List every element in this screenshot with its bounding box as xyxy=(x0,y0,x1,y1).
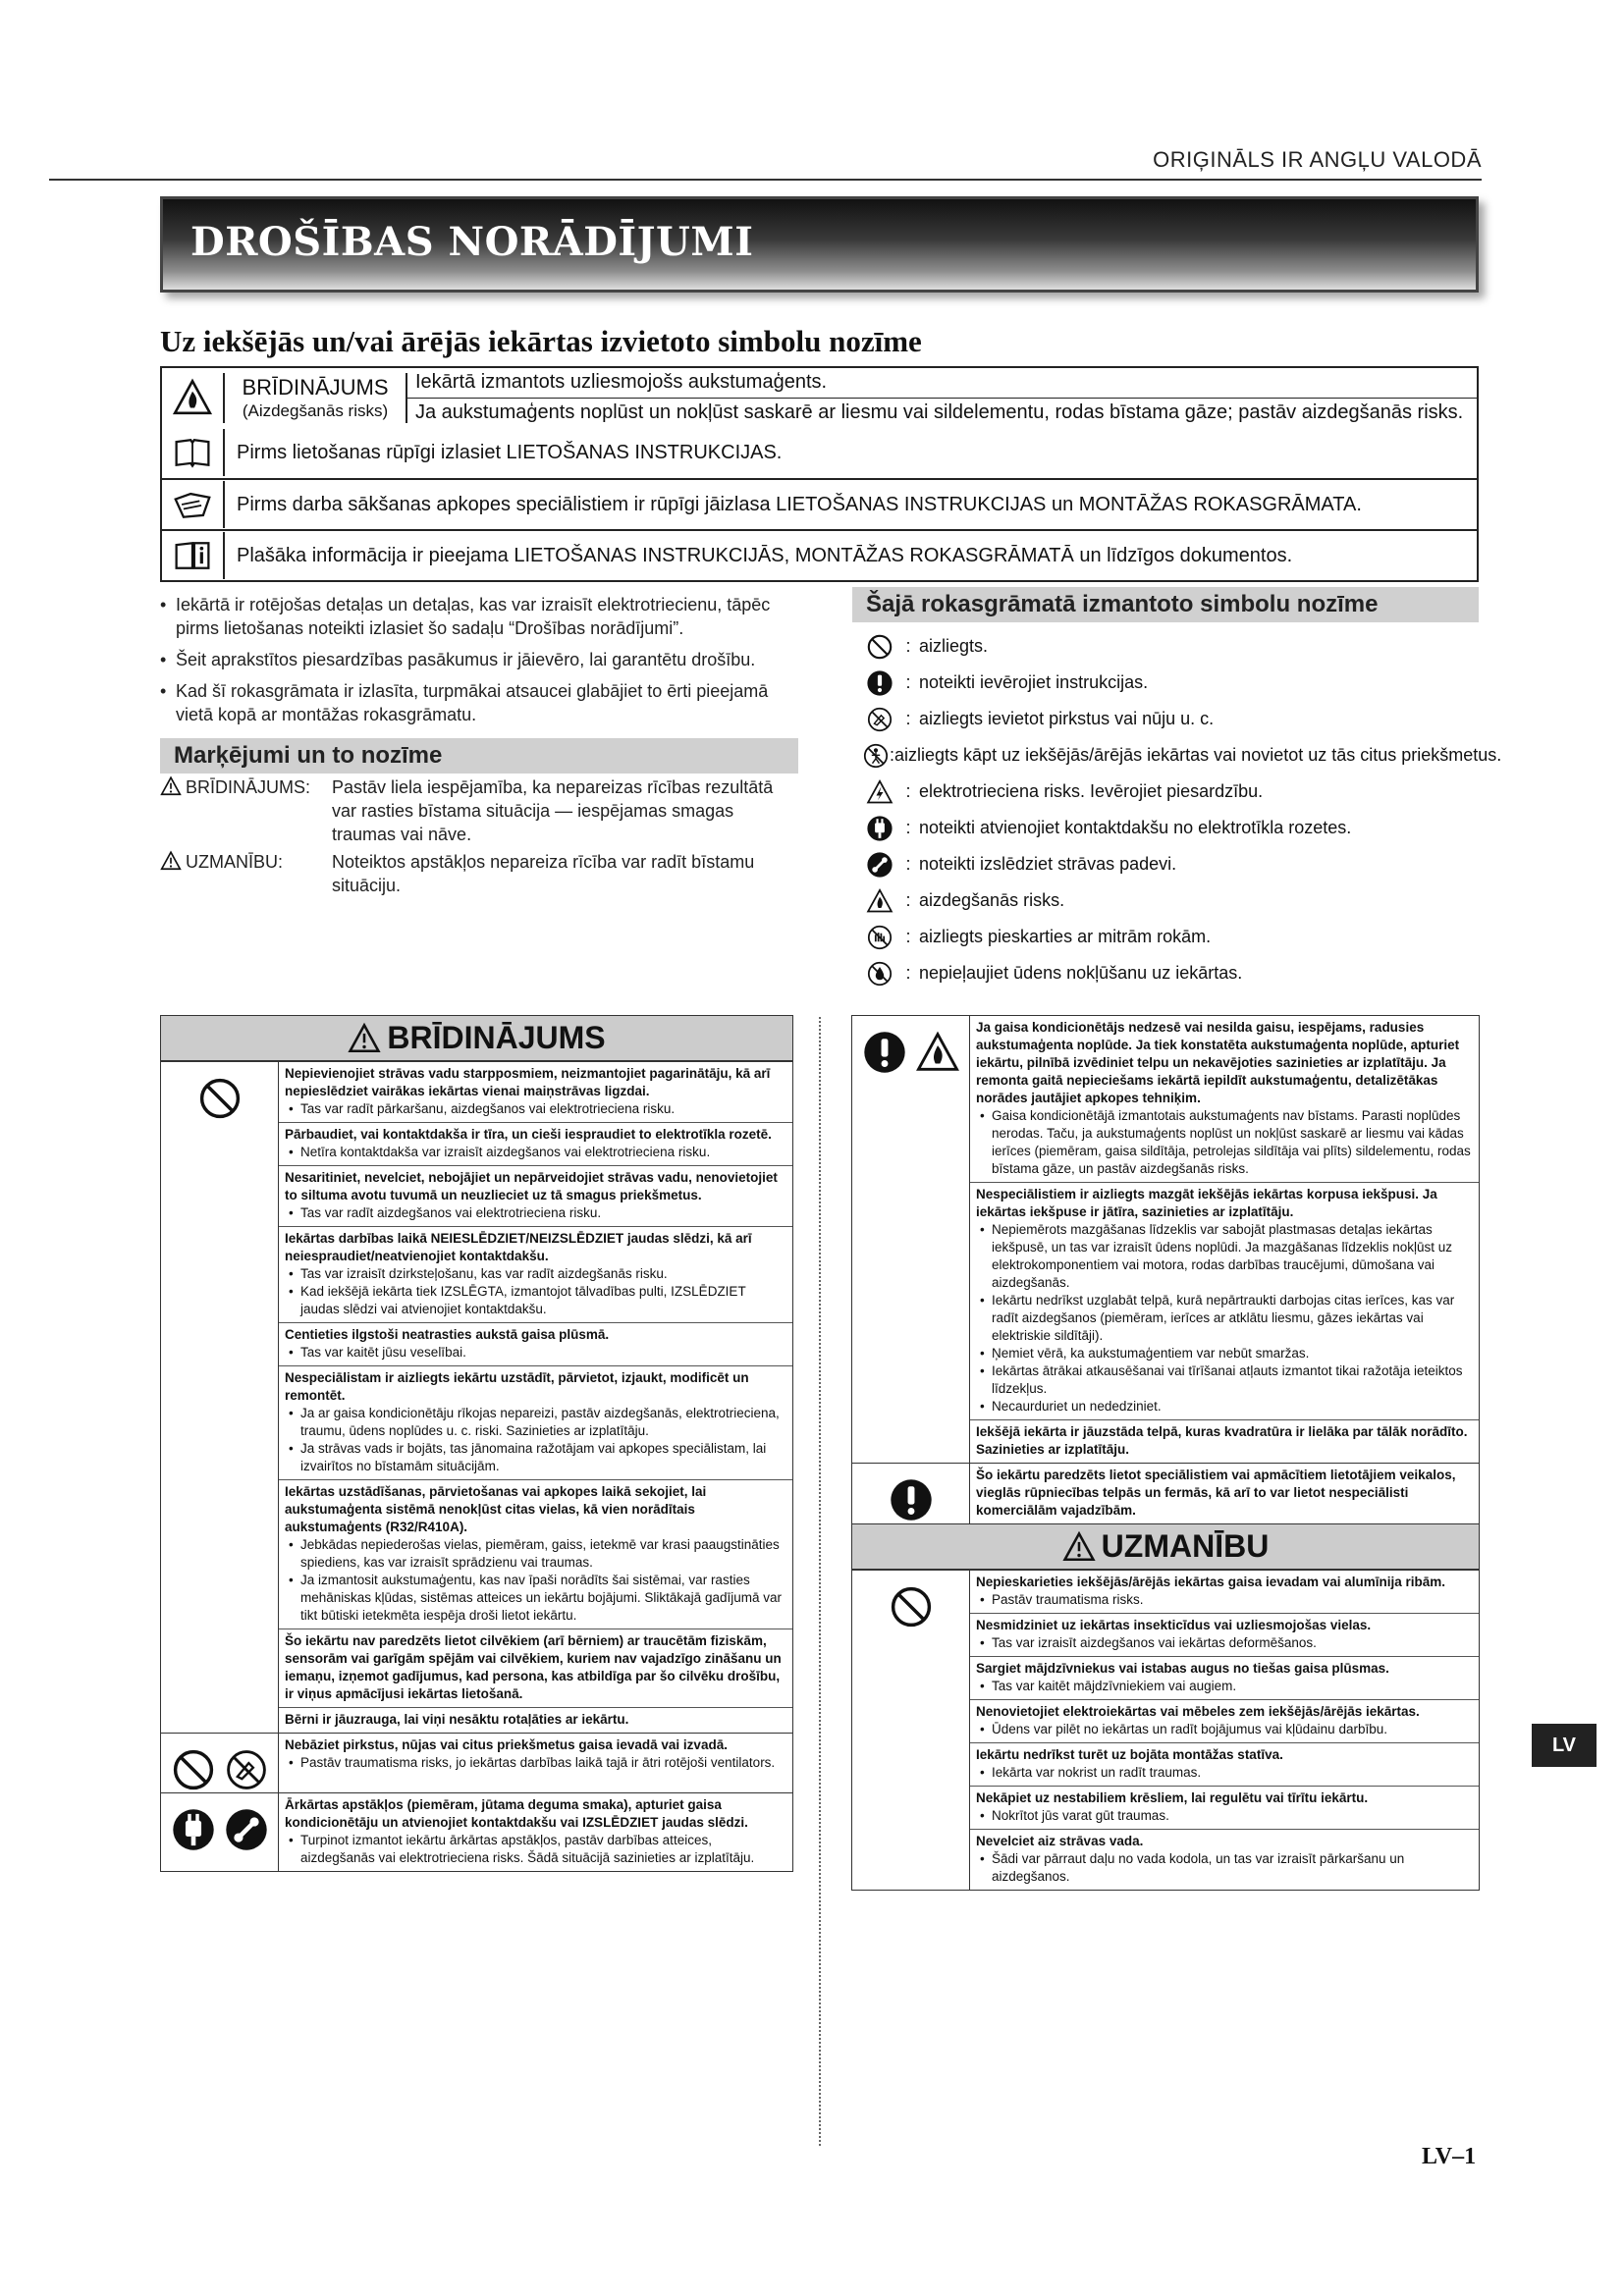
exclamation-icon xyxy=(866,669,893,697)
intro-item: • Iekārtā ir rotējošas detaļas un detaļas, kas var izraisīt elektrotriecienu, tāpēc pirms lietošanas noteikti izlasiet šo sadaļu “Drošības norādījumi”. xyxy=(160,593,798,640)
language-tab: LV xyxy=(1532,1724,1597,1767)
warning-item xyxy=(970,1016,1479,1182)
warning-item-title: Šo iekārtu nav paredzēts lietot cilvēkiem (arī bērniem) ar traucētām fiziskām, sensorām vai garīgām spējām vai cilvēkiem, kuriem nav vajadzīgo zināšanu un iemaņu, izņemot gadījumus, kad persona, kas atbildīga par šo cilvēku drošību, ir viņus apmācījusi iekārtas lietošanā. xyxy=(285,1633,782,1701)
warning-item-note: • Ja strāvas vads ir bojāts, tas jānomaina ražotājam vai apkopes speciālistam, lai izvairītos no bīstamām situācijām. xyxy=(285,1440,786,1475)
warning-item-note: • Nokrītot jūs varat gūt traumas. xyxy=(976,1807,1473,1825)
usage-colon: : xyxy=(905,781,911,801)
warning-item xyxy=(970,1419,1479,1463)
symbols-section-heading: Uz iekšējās un/vai ārējās iekārtas izvietoto simbolu nozīme xyxy=(160,324,922,358)
warning-item xyxy=(279,1322,792,1365)
warning-item xyxy=(970,1182,1479,1419)
warning-item xyxy=(279,1062,792,1122)
exclamation-icon xyxy=(862,1030,907,1075)
usage-item xyxy=(862,701,1490,737)
usage-text: elektrotrieciena risks. Ievērojiet piesardzību. xyxy=(919,781,1264,801)
usage-item xyxy=(862,774,1490,810)
warning-item xyxy=(970,1613,1479,1656)
column-divider xyxy=(819,1017,821,2146)
warning-line-1: Iekārtā izmantots uzliesmojošs aukstumaģents. xyxy=(415,371,828,393)
usage-text: noteikti izslēdziet strāvas padevi. xyxy=(919,854,1177,874)
group-items xyxy=(279,1734,792,1792)
warning-group xyxy=(161,1733,792,1792)
warning-item xyxy=(970,1656,1479,1699)
warning-item-title: Iekšējā iekārta ir jāuzstāda telpā, kuras kvadratūra ir lielāka par tālāk norādīto. Sazinieties ar izplatītāju. xyxy=(976,1424,1468,1457)
symbol-icon-cell xyxy=(162,536,223,575)
warning-item-title: Nekāpiet uz nestabiliem krēsliem, lai regulētu vai tīrītu iekārtu. xyxy=(976,1790,1369,1805)
warning-item-title: Ja gaisa kondicionētājs nedzesē vai nesilda gaisu, iespējams, radusies aukstumaģenta noplūde. Ja tiek konstatēta aukstumaģenta noplūde, apturiet iekārtu, pilnībā izvēdiniet telpu un nekavējoties sazinieties ar izplatītāju. Ja remonta gaitā nepieciešams iekārtā iepildīt aukstumaģentu, detalizētākas norādes jautājiet apkopes tehniķim. xyxy=(976,1020,1460,1105)
warning-item-note: • Iekārtas ātrākai atkausēšanai vai tīrīšanai atļauts izmantot tikai ražotāja ieteiktos līdzekļus. xyxy=(976,1362,1473,1398)
warning-item-note: • Tas var izraisīt aizdegšanos vai iekārtas deformēšanos. xyxy=(976,1634,1473,1652)
usage-colon: : xyxy=(905,818,911,837)
usage-colon: : xyxy=(905,890,911,910)
warning-item-title: Nevelciet aiz strāvas vada. xyxy=(976,1834,1144,1848)
warning-item-title: Nebāziet pirkstus, nūjas vai citus priekšmetus gaisa ievadā vai izvadā. xyxy=(285,1737,728,1752)
usage-icon-cell xyxy=(862,887,897,915)
warning-group xyxy=(852,1570,1479,1890)
usage-text: nepieļaujiet ūdens nokļūšanu uz iekārtas. xyxy=(919,963,1243,983)
electric-shock-icon xyxy=(866,778,893,806)
prohibited-icon xyxy=(866,633,893,661)
book-icon xyxy=(173,433,212,472)
group-items xyxy=(279,1062,792,1733)
warning-item xyxy=(970,1829,1479,1890)
warning-item-note: • Nepiemērots mazgāšanas līdzeklis var sabojāt plastmasas detaļas iekārtas iekšpusē, un tas var izraisīt ūdens noplūdi. Ja mazgāšanas līdzeklis nokļūst uz elektrokomponentiem vai motora, rodas darbības traucējumi, dūmošana vai aizdegšanās. xyxy=(976,1221,1473,1292)
usage-item xyxy=(862,955,1490,991)
unit-symbols-table xyxy=(160,366,1479,582)
warning-item-title: Nenovietojiet elektroiekārtas vai mēbeles zem iekšējās/ārējās iekārtas. xyxy=(976,1704,1420,1719)
warning-triangle-icon xyxy=(160,850,182,872)
warning-item-note: • Tas var kaitēt mājdzīvniekiem vai augiem. xyxy=(976,1678,1473,1695)
prohibited-icon xyxy=(171,1747,216,1792)
usage-text: aizliegts ievietot pirkstus vai nūju u. c. xyxy=(919,709,1215,728)
warning-item-note: • Jebkādas nepiederošas vielas, piemēram, gaiss, ietekmē var krasi paaugstināties spiediens, kas var izraisīt sprādzienu vai traumas. xyxy=(285,1536,786,1572)
power-off-icon xyxy=(224,1807,269,1852)
group-icons xyxy=(852,1571,970,1890)
warning-item-note: • Iekārtu nedrīkst uzglabāt telpā, kurā nepārtraukti darbojas citas ierīces, kas var radīt aizdegšanos (piemēram, ierīces ar atklātu liesmu, gāzes iekārtas vai elektriskie sildītāji). xyxy=(976,1292,1473,1345)
no-finger-icon xyxy=(866,706,893,733)
intro-item: • Šeit aprakstītos piesardzības pasākumus ir jāievēro, lai garantētu drošību. xyxy=(160,648,798,671)
warning-item-title: Nepieskarieties iekšējās/ārējās iekārtas gaisa ievadam vai alumīnija ribām. xyxy=(976,1575,1446,1589)
info-book-icon xyxy=(173,536,212,575)
usage-text: aizdegšanās risks. xyxy=(919,890,1065,910)
marking-label: UZMANĪBU: xyxy=(186,852,283,872)
usage-text: aizliegts kāpt uz iekšējās/ārējās iekārtas vai novietot uz tās citus priekšmetus. xyxy=(894,745,1502,765)
no-step-icon xyxy=(862,742,890,770)
warning-item xyxy=(279,1226,792,1322)
warning-panel-left xyxy=(160,1015,793,1872)
usage-icon-cell xyxy=(862,706,897,733)
symbol-text: Plašāka informācija ir pieejama LIETOŠANAS INSTRUKCIJĀS, MONTĀŽAS ROKASGRĀMATĀ un līdzīgos dokumentos. xyxy=(223,532,1477,579)
usage-icon-cell xyxy=(862,633,897,661)
symbol-row xyxy=(162,427,1477,478)
unplug-icon xyxy=(866,815,893,842)
warning-item xyxy=(970,1464,1479,1523)
flammable-warning-row xyxy=(162,368,1477,427)
symbol-icon-cell xyxy=(162,433,223,472)
warning-item-note: • Tas var radīt aizdegšanos vai elektrotrieciena risku. xyxy=(285,1204,786,1222)
warning-item-title: Nespeciālistam ir aizliegts iekārtu uzstādīt, pārvietot, izjaukt, modificēt un remontēt. xyxy=(285,1370,749,1403)
usage-text: aizliegts pieskarties ar mitrām rokām. xyxy=(919,927,1212,946)
group-icons xyxy=(161,1793,279,1871)
usage-colon: : xyxy=(905,672,911,692)
warning-group xyxy=(161,1061,792,1733)
usage-symbols-heading: Šajā rokasgrāmatā izmantoto simbolu nozīme xyxy=(852,587,1479,622)
warning-item-title: Nepievienojiet strāvas vadu starpposmiem, neizmantojiet pagarinātāju, kā arī nepieslēdziet vairākas iekārtas vienai maiņstrāvas ligzdai. xyxy=(285,1066,771,1098)
warning-item xyxy=(970,1571,1479,1613)
flammable-icon xyxy=(866,887,893,915)
usage-item xyxy=(862,882,1490,919)
markings-heading: Marķējumi un to nozīme xyxy=(160,738,798,774)
page-title: DROŠĪBAS NORĀDĪJUMI xyxy=(190,219,754,265)
warning-item-title: Nespeciālistiem ir aizliegts mazgāt iekšējās iekārtas korpusa iekšpusi. Ja iekārtas iekšpuse ir jātīra, sazinieties ar izplatītāju. xyxy=(976,1187,1437,1219)
original-language-note: ORIĢINĀLS IR ANGĻU VALODĀ xyxy=(1153,147,1482,172)
usage-item xyxy=(862,810,1490,846)
usage-colon: : xyxy=(905,963,911,983)
symbol-rows xyxy=(162,427,1477,580)
warning-triangle-icon xyxy=(160,775,182,797)
warning-item-note: • Ūdens var pilēt no iekārtas un radīt bojājumus vai kļūdainu darbību. xyxy=(976,1721,1473,1738)
prohibited-icon xyxy=(889,1584,934,1629)
warning-item-note: • Šādi var pārraut daļu no vada kodola, un tas var izraisīt pārkaršanu un aizdegšanos. xyxy=(976,1850,1473,1886)
usage-colon: : xyxy=(890,745,895,765)
warning-item xyxy=(279,1365,792,1479)
usage-text: noteikti ievērojiet instrukcijas. xyxy=(919,672,1149,692)
no-wet-hands-icon xyxy=(866,924,893,951)
usage-symbols-list xyxy=(862,628,1502,991)
symbol-text: Pirms darba sākšanas apkopes speciālistiem ir rūpīgi jāizlasa LIETOŠANAS INSTRUKCIJAS un MONTĀŽAS ROKASGRĀMATA. xyxy=(223,481,1477,528)
marking-warning xyxy=(160,775,798,846)
usage-icon-cell xyxy=(862,742,890,770)
warning-item-title: Sargiet mājdzīvniekus vai istabas augus no tiešas gaisa plūsmas. xyxy=(976,1661,1389,1676)
warning-group xyxy=(852,1463,1479,1523)
symbol-text: Pirms lietošanas rūpīgi izlasiet LIETOŠANAS INSTRUKCIJAS. xyxy=(223,429,1477,476)
warning-item xyxy=(279,1479,792,1629)
symbol-row xyxy=(162,529,1477,580)
group-icons xyxy=(852,1464,970,1523)
warning-item-note: • Tas var izraisīt dzirksteļošanu, kas var radīt aizdegšanās risku. xyxy=(285,1265,786,1283)
warning-item-note: • Gaisa kondicionētājā izmantotais aukstumaģents nav bīstams. Parasti noplūdes nerodas. Taču, ja aukstumaģents noplūst un nokļūst saskarē ar liesmu vai kādas ierīces (piemēram, gaisa sildītāja, petrolejas sildītāja vai plīts) sildelementu, rodas bīstama gāze, un pastāv aizdegšanās risks. xyxy=(976,1107,1473,1178)
usage-item xyxy=(862,737,1502,774)
warning-text xyxy=(407,368,1477,427)
group-items xyxy=(970,1571,1479,1890)
warning-item xyxy=(279,1707,792,1733)
usage-item xyxy=(862,846,1490,882)
warning-line-2: Ja aukstumaģents noplūst un nokļūst saskarē ar liesmu vai sildelementu, rodas bīstama gāze; pastāv aizdegšanās risks. xyxy=(407,398,1477,427)
warning-item-title: Nesaritiniet, nevelciet, nebojājiet un nepārveidojiet strāvas vadu, nenovietojiet to siltuma avotu tuvumā un neuzlieciet uz tā smagus priekšmetus. xyxy=(285,1170,778,1202)
group-icons xyxy=(161,1062,279,1733)
flammable-icon xyxy=(172,377,213,418)
warning-panel-right xyxy=(851,1015,1480,1891)
usage-item xyxy=(862,628,1490,665)
usage-text: noteikti atvienojiet kontaktdakšu no elektrotīkla rozetes. xyxy=(919,818,1352,837)
warning-item-title: Iekārtu nedrīkst turēt uz bojāta montāžas statīva. xyxy=(976,1747,1283,1762)
warning-heading xyxy=(161,1016,792,1061)
no-finger-icon xyxy=(224,1747,269,1792)
group-items xyxy=(970,1016,1479,1463)
usage-text: aizliegts. xyxy=(919,636,989,656)
warning-item-note: • Pastāv traumatisma risks, jo iekārtas darbības laikā tajā ir ātri rotējoši ventilators. xyxy=(285,1754,786,1772)
group-icons xyxy=(161,1734,279,1792)
symbol-icon-cell xyxy=(162,485,223,524)
usage-icon-cell xyxy=(862,815,897,842)
usage-icon-cell xyxy=(862,924,897,951)
caution-heading-text: UZMANĪBU xyxy=(1101,1528,1270,1564)
usage-colon: : xyxy=(905,854,911,874)
page-number: LV–1 xyxy=(1422,2144,1477,2169)
prohibited-icon xyxy=(197,1076,243,1121)
usage-icon-cell xyxy=(862,960,897,988)
warning-item xyxy=(279,1122,792,1165)
warning-item xyxy=(279,1629,792,1707)
warning-item-note: • Kad iekšējā iekārta tiek IZSLĒGTA, izmantojot tālvadības pulti, IZSLĒDZIET jaudas slēdzi vai atvienojiet kontaktdakšu. xyxy=(285,1283,786,1318)
intro-list xyxy=(160,593,798,734)
usage-colon: : xyxy=(905,709,911,728)
warning-label: BRĪDINĀJUMS xyxy=(242,374,389,400)
header-rule xyxy=(49,179,1482,181)
group-icons xyxy=(852,1016,970,1463)
usage-item xyxy=(862,919,1490,955)
usage-colon: : xyxy=(905,927,911,946)
title-banner xyxy=(160,196,1479,293)
warning-sublabel: (Aizdegšanās risks) xyxy=(242,400,389,420)
usage-colon: : xyxy=(905,636,911,656)
warning-item xyxy=(970,1699,1479,1742)
warning-group xyxy=(161,1792,792,1871)
exclamation-icon xyxy=(889,1477,934,1522)
marking-caution xyxy=(160,850,798,897)
warning-item-note: • Netīra kontaktdakša var izraisīt aizdegšanos vai elektrotrieciena risku. xyxy=(285,1144,786,1161)
warning-label-cell xyxy=(223,373,407,423)
warning-item xyxy=(970,1786,1479,1829)
warning-item-title: Centieties ilgstoši neatrasties aukstā gaisa plūsmā. xyxy=(285,1327,610,1342)
warning-item-note: • Ja izmantosit aukstumaģentu, kas nav īpaši norādīts šai sistēmai, var rasties mehāniskas kļūdas, sistēmas atteices un iekārtu bojājumi. Sliktākajā gadījumā var tikt būtiski ietekmēta iespēja droši lietot iekārtu. xyxy=(285,1572,786,1625)
warning-item-title: Iekārtas uzstādīšanas, pārvietošanas vai apkopes laikā sekojiet, lai aukstumaģenta sistēmā nenokļūst citas vielas, kā vien norādītais aukstumaģents (R32/R410A). xyxy=(285,1484,707,1534)
usage-icon-cell xyxy=(862,778,897,806)
warning-item xyxy=(279,1165,792,1226)
warning-item-note: • Pastāv traumatisma risks. xyxy=(976,1591,1473,1609)
marking-label: BRĪDINĀJUMS: xyxy=(186,777,311,797)
usage-icon-cell xyxy=(862,851,897,879)
warning-item-note: • Tas var kaitēt jūsu veselībai. xyxy=(285,1344,786,1362)
warning-heading-text: BRĪDINĀJUMS xyxy=(387,1020,606,1055)
warning-item-note: • Iekārta var nokrist un radīt traumas. xyxy=(976,1764,1473,1782)
warning-group xyxy=(852,1016,1479,1463)
warning-item-note: • Ja ar gaisa kondicionētāju rīkojas nepareizi, pastāv aizdegšanās, elektrotrieciena, traumu, ūdens noplūdes u. c. riski. Sazinieties ar izplatītāju. xyxy=(285,1405,786,1440)
warning-item-title: Ārkārtas apstākļos (piemēram, jūtama deguma smaka), apturiet gaisa kondicionētāju un atvienojiet kontaktdakšu vai IZSLĒDZIET jaudas slēdzi. xyxy=(285,1797,748,1830)
power-off-icon xyxy=(866,851,893,879)
group-items xyxy=(970,1464,1479,1523)
marking-text: Pastāv liela iespējamība, ka nepareizas rīcības rezultātā var rasties bīstama situācija — iespējamas smagas traumas vai nāve. xyxy=(332,777,774,844)
warning-item-note: • Ņemiet vērā, ka aukstumaģentiem var nebūt smaržas. xyxy=(976,1345,1473,1362)
symbol-row xyxy=(162,478,1477,529)
warning-item xyxy=(279,1734,792,1776)
marking-text: Noteiktos apstākļos nepareiza rīcība var radīt bīstamu situāciju. xyxy=(332,852,755,895)
no-water-icon xyxy=(866,960,893,988)
warning-item-title: Nesmidziniet uz iekārtas insekticīdus vai uzliesmojošas vielas. xyxy=(976,1618,1372,1632)
warning-item xyxy=(970,1742,1479,1786)
warning-item xyxy=(279,1793,792,1871)
intro-item: • Kad šī rokasgrāmata ir izlasīta, turpmākai atsaucei glabājiet to ērti pieejamā vietā kopā ar montāžas rokasgrāmatu. xyxy=(160,679,798,726)
warning-item-note: • Tas var radīt pārkaršanu, aizdegšanos vai elektrotriecienа risku. xyxy=(285,1100,786,1118)
warning-item-title: Bērni ir jāuzrauga, lai viņi nesāktu rotaļāties ar iekārtu. xyxy=(285,1712,629,1727)
warning-item-title: Iekārtas darbības laikā NEIESLĒDZIET/NEIZSLĒDZIET jaudas slēdzi, kā arī neiespraudiet/neatvienojiet kontaktdakšu. xyxy=(285,1231,752,1263)
flammable-icon xyxy=(915,1030,960,1075)
warning-item-title: Šo iekārtu paredzēts lietot speciālistiem vai apmācītiem lietotājiem veikalos, vieglās rūpniecības telpās un fermās, kā arī to var lietot nespeciālisti komerciālām vajadzībām. xyxy=(976,1468,1456,1518)
usage-icon-cell xyxy=(862,669,897,697)
group-items xyxy=(279,1793,792,1871)
unplug-icon xyxy=(171,1807,216,1852)
manual-hand-icon xyxy=(173,485,212,524)
warning-triangle-icon xyxy=(1062,1530,1096,1564)
warning-item-note: • Turpinot izmantot iekārtu ārkārtas apstākļos, pastāv darbības atteices, aizdegšanās vai elektrotrieciena risks. Šādā situācijā sazinieties ar izplatītāju. xyxy=(285,1832,786,1867)
usage-item xyxy=(862,665,1490,701)
warning-item-note: • Necaurduriet un nededziniet. xyxy=(976,1398,1473,1415)
caution-heading xyxy=(852,1523,1479,1570)
warning-item-title: Pārbaudiet, vai kontaktdakša ir tīra, un cieši iespraudiet to elektrotīkla rozetē. xyxy=(285,1127,772,1142)
warning-triangle-icon xyxy=(348,1022,381,1055)
